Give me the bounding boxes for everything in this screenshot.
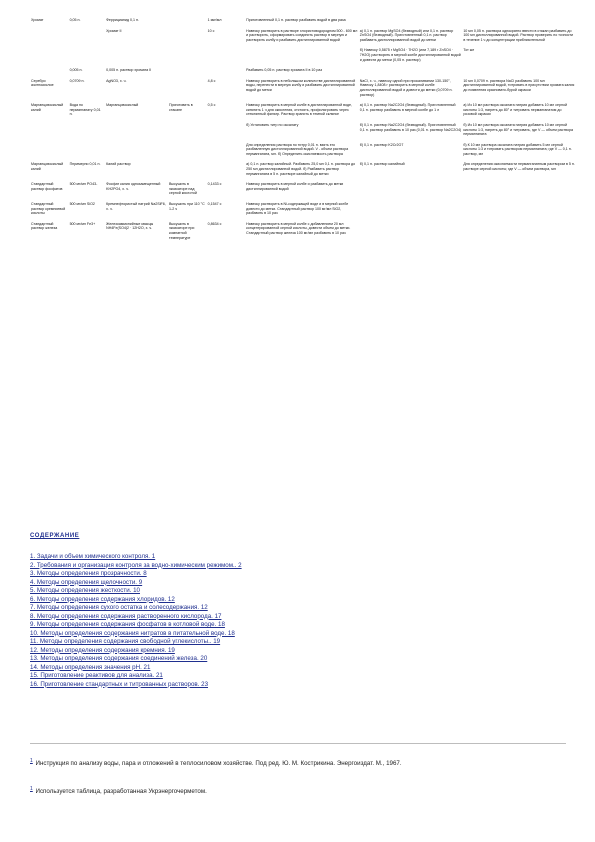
table-cell: Навеску растворить в мерной колбе и разбавить до метки дистиллированной водой [246, 182, 344, 191]
table-cell [359, 68, 463, 79]
contents-link[interactable]: 8. Методы определения содержания растворенного кислорода. 17 [30, 612, 222, 620]
table-cell: Марганцовокислый калий [31, 162, 64, 172]
contents-item [30, 661, 242, 670]
contents-link[interactable]: 7. Методы определения сухого остатка и солесодержания. 12 [30, 604, 208, 611]
contents-link[interactable]: 1. Задачи и объем химического контроля. 1 [30, 553, 156, 560]
contents-link[interactable]: 4. Методы определения щелочности. 9 [30, 578, 143, 586]
table-cell: Железоаммонийные квасцы NH4Fe(SO4)2 · 12H2O, х. ч. [106, 221, 154, 231]
table-cell [30, 123, 69, 143]
table-row [30, 123, 576, 143]
table-cell: 500 мг/мл SiO2 [69, 202, 95, 207]
contents-link[interactable]: 9. Методы определения содержания фосфатов в котловой воде. 18 [30, 621, 225, 628]
table-cell: 10 мл 0,0709 н. раствора NaCl разбавить 100 мл дистиллированной водой, титровать в присутствии хромата калия до появления красновато-бурой окраски [463, 78, 575, 92]
table-cell [462, 18, 576, 29]
contents-link[interactable]: 15. Приготовление реактивов для анализа. 21 [30, 672, 163, 679]
table-cell: Вода по перманганату 0,01 н. [69, 103, 101, 117]
contents-item [30, 618, 242, 627]
table-cell: Стандартный раствор кремниевой кислоты [31, 202, 66, 216]
table-cell: а) 0,1 н. раствор Na2C2O4 (безводный). Приготовленный 0,1 н. раствор разбавить в мерной колбе до 1 л [359, 103, 456, 112]
table-cell: 0,05 н. [69, 18, 81, 22]
table-cell: а) 0,1 н. раствор MgSO4 (безводный) или 0,1 н. раствор ZnSO4 (безводный). Приготовленный 0,1 н. раствор разбавить дистиллированной водой до метки [359, 28, 454, 42]
table-row [30, 202, 576, 222]
table-cell [69, 123, 106, 143]
contents-item [30, 576, 242, 585]
table-cell [207, 48, 246, 68]
contents-list [30, 550, 242, 686]
table-cell [359, 182, 463, 202]
table-cell: 0,1547 с [207, 202, 222, 207]
table-cell [105, 48, 168, 68]
footnote-2-text: Используется таблица, разработанная Укрэнергочерметом. [35, 788, 207, 796]
table-row [30, 162, 576, 182]
table-cell: Приготовить в стакане [169, 103, 193, 112]
contents-item [30, 593, 242, 602]
table-cell [168, 79, 207, 103]
table-cell [462, 222, 576, 246]
contents-link[interactable]: 11. Методы определения содержания свободной углекислоты.. 19 [30, 638, 221, 645]
table-cell: Марганцовокислый калий [31, 103, 64, 112]
table-cell [168, 123, 207, 143]
table-cell [462, 202, 576, 222]
footnote-1 [30, 758, 402, 767]
table-row [30, 222, 576, 246]
table-cell: Калий раствор [106, 162, 131, 167]
table-cell [30, 68, 69, 79]
table-cell: Навеску растворить в мерной колбе с добавлением 20 мл концентрированной серной кислоты, довести объем до метки. Стандартный раствор железа 100 мг/мл разбавить в 10 раз [246, 221, 351, 235]
contents-link[interactable]: 2. Требования и организация контроля за водно-химическим режимом.. 2 [30, 561, 242, 569]
table-cell: Навеску растворить в небольшом количестве дистиллированной воды, перенести в мерную колбу и разбавить дистиллированной водой до метки [246, 78, 356, 92]
contents-link[interactable]: 13. Методы определения содержания соединений железа. 20 [30, 655, 208, 662]
table-cell: 500 мг/мл Fe3+ [69, 221, 96, 226]
table-cell: а) Из 10 мл раствора оксалата натрия добавить 10 мл серной кислоты 1:3, нагреть до 80° и титровать перманганатом до розовой окраски [463, 103, 567, 117]
table-cell: Кремнефтористый натрий Na2SiF6, х. ч. [106, 202, 166, 211]
table-cell [30, 29, 69, 49]
table-row [30, 48, 576, 68]
table-cell: б) 0,1 н. раствор K2Cr2O7 [359, 142, 404, 147]
table-cell: Навеску растворить в мерной колбе в дистиллированной воде, кипятить 1 ч для окисления, отстоять, профильтровать через стеклянный фильтр. Раствор хранить в темной склянке [246, 103, 353, 117]
table-row [30, 79, 576, 103]
table-cell [30, 143, 69, 163]
contents-item [30, 550, 242, 559]
table-cell [462, 68, 576, 79]
table-cell: б) Установить титр по оксалату [246, 122, 299, 127]
table-cell: Фосфат калия однозамещенный KH2PO4, х. ч. [106, 182, 161, 191]
table-cell [207, 162, 246, 182]
table-cell: Навеску растворить в растворе хлористоводородном 500 - 600 мл и растворить, сформировать соединить раствор в мерную и растворить колбу и разбавить дистиллированной водой [246, 28, 358, 42]
table-cell: Разбавить 0,05 н. раствор хромата II в 10 раз [246, 68, 322, 73]
table-cell: Ппримерно 0,01 н. [69, 162, 101, 167]
table-cell: Тот же [463, 48, 475, 53]
contents-link[interactable]: 3. Методы определения прозрачности. 8 [30, 570, 147, 577]
table-cell [168, 143, 207, 163]
table-cell [462, 182, 576, 202]
table-cell: Для определения раствора по титру 0,01 н. взять его разбавленную дистиллированной водой. V - объем раствора перманганата, мл. б) Определить окисляемость раствора [246, 142, 349, 156]
table-cell: а) 0,1 н. раствор калийный. Разбавить 25,0 мл 0,1 н. раствора до 250 мл дистиллированной водой. б) Разбавить раствор перманганата в 5 н. растворе калийный до метки [246, 162, 356, 176]
table-cell: 1 мкг/мл [207, 18, 222, 22]
table-cell: 10 с [207, 28, 215, 33]
table-cell [359, 202, 463, 222]
table-row [30, 182, 576, 202]
table-cell [69, 48, 106, 68]
table-cell: 0,8634 с [207, 221, 222, 226]
contents-item [30, 627, 242, 636]
table-cell: Высушить в эксикаторе при комнатной температуре [169, 221, 195, 240]
table-cell [69, 29, 106, 49]
contents-link[interactable]: 6. Методы определения содержания хлоридов. 12 [30, 595, 175, 603]
footnote-1-text: Инструкция по анализу воды, пара и отложений в теплосиловом хозяйстве. Под ред. Ю. М. Кострикина. Энергоиздат. М., 1967. [35, 760, 402, 768]
contents-item [30, 584, 242, 593]
contents-item [30, 669, 242, 678]
table-cell: б) Из 10 мл раствора оксалата натрия добавить 10 мл серной кислоты 1:3, нагреть до 80° и титровать, где V — объем раствора перманганата [463, 122, 573, 137]
table-cell: Для определения окисляемости перманганатным раствором в 5 н. растворе серной кислоты; где V — объем раствора, мл [463, 162, 575, 172]
table-cell: NaCl, х. ч., навеску одной при прокаливании 130-150°, Навеску 1,8408 г растворить в мерной колбе дистиллированной водой и довести до метки (0,0709 н. раствор) [359, 78, 453, 97]
table-cell [359, 18, 463, 29]
table-cell: Навеску растворить в Ni-содержащей воде и в мерной колбе довести до метки. Стандартный раствор 100 мг/мл SiO2, разбавить в 10 раз [246, 202, 349, 216]
contents-link[interactable]: 12. Методы определения содержания кремния. 19 [30, 646, 175, 654]
table-cell: Стандартный раствор фосфатов [31, 182, 63, 191]
table-cell [245, 48, 359, 68]
table-cell [207, 143, 246, 163]
table-cell: 0,0709 н. [69, 78, 85, 83]
table-cell: Марганцовокислый [106, 103, 139, 108]
table-cell [207, 68, 246, 79]
reagent-table-body [30, 18, 576, 246]
table-cell [168, 48, 207, 68]
reagent-table [30, 18, 576, 246]
table-cell [207, 123, 246, 143]
table-cell: 0,005 н. [69, 68, 83, 73]
table-cell [105, 143, 168, 163]
contents-item [30, 678, 242, 687]
footnote-divider [30, 743, 566, 744]
table-cell [69, 143, 106, 163]
table-cell: Высушить при 110 °С 1-2 ч [169, 202, 205, 211]
table-cell: б) К 10 мл раствора оксалата натрия добавить 5 мл серной кислоты 1:3 и титровать раствором перманганата; где V — 0,1 н. раствор, мл [463, 142, 572, 156]
table-cell: 10 мл 0,05 н. раствора однократно ввести в стакан разбавить до 100 мл дистиллированной водой. Раствор проверить по точности в течение 1 ч до концентрации приблизительной [463, 28, 574, 42]
table-cell: 0,5 с [207, 103, 216, 108]
table-row [30, 103, 576, 123]
table-cell: Стандартный раствор железа [31, 221, 58, 231]
table-cell: 0,1433 с [207, 182, 222, 187]
table-cell: AgNO3, х. ч. [106, 78, 127, 83]
contents-link[interactable]: 10. Методы определения содержания нитратов в питательной воде. 18 [30, 629, 235, 637]
table-cell: 0,005 н. раствор хромата II [106, 68, 152, 73]
contents-link[interactable]: 14. Методы определения значения рН. 21 [30, 663, 151, 671]
footnote-2-marker[interactable]: 1 [30, 786, 33, 792]
table-cell: Приготовленный 0,1 н. раствор разбавить водой в два раза [246, 18, 346, 22]
table-cell [30, 48, 69, 68]
table-cell: Серебро азотнокислое [31, 78, 54, 88]
table-cell [168, 162, 207, 182]
contents-link[interactable]: 5. Методы определения жесткости. 10 [30, 587, 140, 594]
table-cell: б) 0,1 н. раствор Na2C2O4 (безводный). Приготовленный 0,1 н. раствор разбавить в 10 раз (0,01 н. раствор Na2C2O4) [359, 122, 462, 132]
table-cell [168, 29, 207, 49]
table-row [30, 18, 576, 29]
table-cell: б) Навеску 0,5875 г MgSO4 · 7H2O (или 7,189 г ZnSO4 · 7H2O) растворить в мерной колбе дистиллированной водой и довести до метки (0,05 н. раствор) [359, 48, 461, 62]
table-row [30, 29, 576, 49]
contents-item [30, 559, 242, 568]
table-cell: Феррицианид 0,1 н. [106, 18, 139, 22]
contents-title: СОДЕРЖАНИЕ [30, 533, 80, 539]
table-cell: б) 0,1 н. раствор калийный [359, 162, 405, 167]
table-cell [105, 123, 168, 143]
table-cell: 4,8 с [207, 78, 216, 83]
footnote-2 [30, 786, 207, 795]
table-row [30, 68, 576, 79]
contents-item [30, 652, 242, 661]
table-cell [359, 222, 463, 246]
footnote-1-marker[interactable]: 1 [30, 758, 33, 764]
contents-item [30, 601, 242, 610]
table-cell [168, 18, 207, 29]
contents-item [30, 610, 242, 619]
contents-link[interactable]: 16. Приготовление стандартных и титрованных растворов. 23 [30, 680, 209, 688]
table-cell: Хромат II [106, 28, 122, 33]
table-cell: 500 мг/мл PO43- [69, 182, 98, 187]
table-cell: Высушить в эксикаторе над серной кислотой [169, 182, 197, 196]
table-cell: Хромат [31, 18, 44, 22]
table-row [30, 143, 576, 163]
table-cell [168, 68, 207, 79]
contents-item [30, 635, 242, 644]
